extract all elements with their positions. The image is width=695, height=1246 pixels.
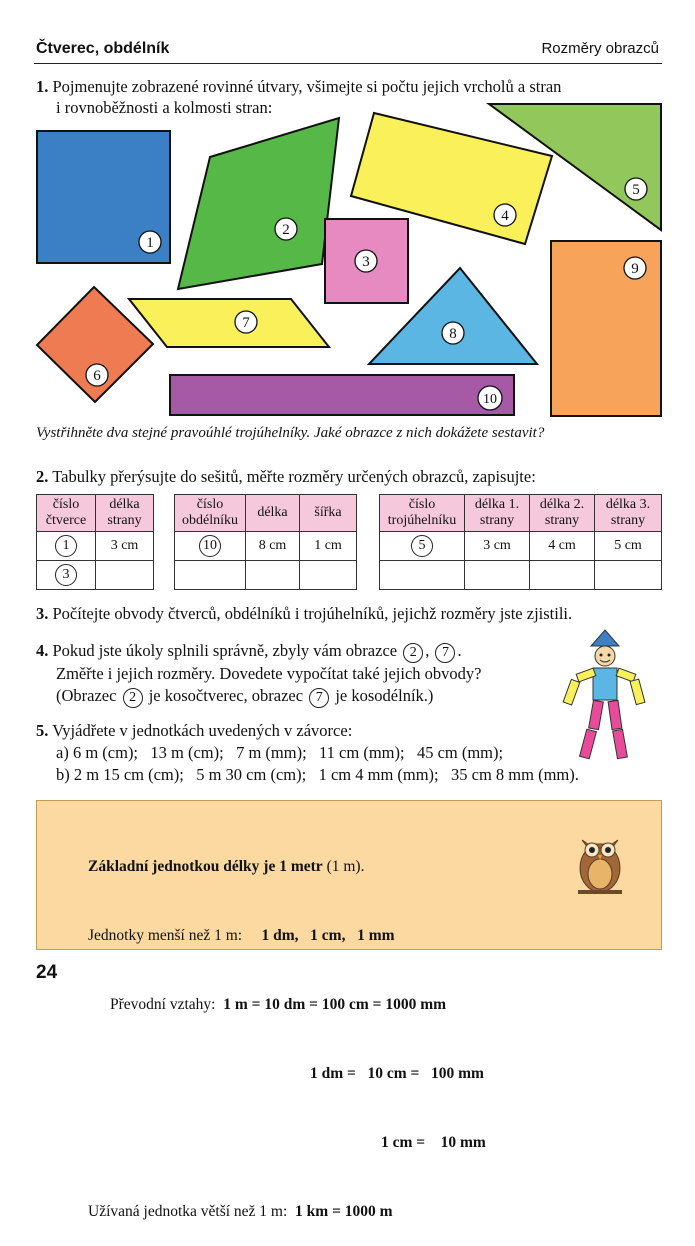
header-cell: délka — [246, 495, 300, 532]
chapter-title: Čtverec, obdélník — [36, 40, 170, 57]
id-cell — [175, 532, 246, 561]
id-cell — [37, 532, 96, 561]
label-3 — [355, 250, 377, 272]
task5-b: 2 m 15 cm (cm); 5 m 30 cm (cm); 1 cm 4 mm (mm); 35 cm 8 mm (mm). — [73, 765, 579, 784]
circled-number: 3 — [55, 564, 77, 586]
header-cell: délka strany — [96, 495, 154, 532]
svg-text:1: 1 — [146, 235, 154, 251]
task1-line2: i rovnoběžnosti a kolmosti stran: — [56, 98, 273, 117]
header-cell: číslo obdélníku — [175, 495, 246, 532]
circled-number: 7 — [435, 643, 455, 663]
info-smaller: Jednotky menší než 1 m: 1 dm, 1 cm, 1 mm — [88, 927, 395, 944]
circled-number: 5 — [411, 535, 433, 557]
label-4 — [494, 204, 516, 226]
section-title: Rozměry obrazců — [541, 40, 659, 57]
id-cell — [380, 532, 465, 561]
svg-text:8: 8 — [449, 326, 457, 342]
value-cell: 3 cm — [465, 532, 530, 561]
svg-text:10: 10 — [483, 392, 497, 407]
task2-line: Tabulky přerýsujte do sešitů, měřte rozměry určených obrazců, zapisujte: — [52, 467, 536, 486]
task4-line1: Pokud jste úkoly splnili správně, zbyly vám obrazce — [52, 641, 398, 660]
header-cell: číslo čtverce — [37, 495, 96, 532]
header-cell: číslo trojúhelníku — [380, 495, 465, 532]
value-cell: 8 cm — [246, 532, 300, 561]
svg-text:4: 4 — [501, 208, 509, 224]
svg-text:6: 6 — [93, 368, 101, 384]
header-cell: délka 1. strany — [465, 495, 530, 532]
value-cell: 1 cm — [300, 532, 357, 561]
task4-text — [36, 640, 481, 708]
task2-number: 2. — [36, 467, 49, 486]
label-5 — [625, 178, 647, 200]
label-2 — [275, 218, 297, 240]
task3-text — [36, 603, 572, 624]
task5-text — [36, 720, 579, 786]
id-cell — [380, 561, 465, 590]
task2-text — [36, 466, 536, 487]
triangles-table — [379, 494, 662, 590]
task5-b-label: b) — [56, 765, 70, 784]
shape-7-parallelogram — [129, 299, 329, 347]
value-cell — [300, 561, 357, 590]
value-cell: 5 cm — [595, 532, 662, 561]
id-cell — [175, 561, 246, 590]
shapes-figure — [0, 0, 695, 420]
task5-a-label: a) — [56, 743, 69, 762]
task3-number: 3. — [36, 604, 49, 623]
task4-line3a: (Obrazec — [56, 686, 117, 705]
shape-2-rhombus — [178, 118, 339, 289]
circled-number: 2 — [123, 688, 143, 708]
label-7 — [235, 311, 257, 333]
svg-text:5: 5 — [632, 182, 640, 198]
value-cell — [530, 561, 595, 590]
info-conv2: 1 dm = 10 cm = 100 mm — [310, 1065, 484, 1082]
info-bigger: Užívaná jednotka větší než 1 m: 1 km = 1000 m — [88, 1203, 393, 1220]
page-number: 24 — [36, 962, 58, 983]
shape-10-rectangle — [170, 375, 514, 415]
task3-line: Počítejte obvody čtverců, obdélníků i trojúhelníků, jejichž rozměry jste zjistili. — [52, 604, 573, 623]
squares-table — [36, 494, 154, 590]
label-1 — [139, 231, 161, 253]
task4-line2: Změřte i jejich rozměry. Dovedete vypočítat také jejich obvody? — [56, 664, 482, 683]
label-9 — [624, 257, 646, 279]
svg-text:3: 3 — [362, 254, 370, 270]
task5-a: 6 m (cm); 13 m (cm); 7 m (mm); 11 cm (mm); 45 cm (mm); — [72, 743, 504, 762]
svg-text:2: 2 — [282, 222, 290, 238]
task4-line3b: je kosočtverec, obrazec — [148, 686, 304, 705]
label-6 — [86, 364, 108, 386]
svg-text:9: 9 — [631, 261, 639, 277]
task5-number: 5. — [36, 721, 49, 740]
task4-line3c: je kosodélník.) — [335, 686, 434, 705]
header-cell: šířka — [300, 495, 357, 532]
circled-number: 2 — [403, 643, 423, 663]
circled-number: 7 — [309, 688, 329, 708]
value-cell: 4 cm — [530, 532, 595, 561]
info-conversions: Převodní vztahy: 1 m = 10 dm = 100 cm = 1000 mm — [110, 996, 447, 1013]
header-cell: délka 3. strany — [595, 495, 662, 532]
value-cell — [465, 561, 530, 590]
task5-line: Vyjádřete v jednotkách uvedených v závorce: — [52, 721, 353, 740]
value-cell — [595, 561, 662, 590]
value-cell: 3 cm — [96, 532, 154, 561]
label-10 — [478, 386, 502, 410]
info-title: Základní jednotkou délky je 1 metr (1 m). — [88, 858, 365, 875]
rectangles-table — [174, 494, 357, 590]
period: . — [457, 641, 462, 660]
header-cell: délka 2. strany — [530, 495, 595, 532]
circled-number: 10 — [199, 535, 221, 557]
task4-number: 4. — [36, 641, 49, 660]
info-conv3: 1 cm = 10 mm — [381, 1134, 486, 1151]
label-8 — [442, 322, 464, 344]
value-cell — [246, 561, 300, 590]
value-cell — [96, 561, 154, 590]
svg-text:7: 7 — [242, 315, 250, 331]
task1-line1: Pojmenujte zobrazené rovinné útvary, všimejte si počtu jejich vrcholů a stran — [52, 77, 562, 96]
task1-note: Vystřihněte dva stejné pravoúhlé trojúhelníky. Jaké obrazce z nich dokážete sestavit? — [36, 425, 545, 441]
task1-number: 1. — [36, 77, 49, 96]
separator: , — [425, 641, 430, 660]
circled-number: 1 — [55, 535, 77, 557]
id-cell — [37, 561, 96, 590]
owl-illustration — [572, 826, 628, 898]
info-box-text — [88, 809, 486, 1246]
